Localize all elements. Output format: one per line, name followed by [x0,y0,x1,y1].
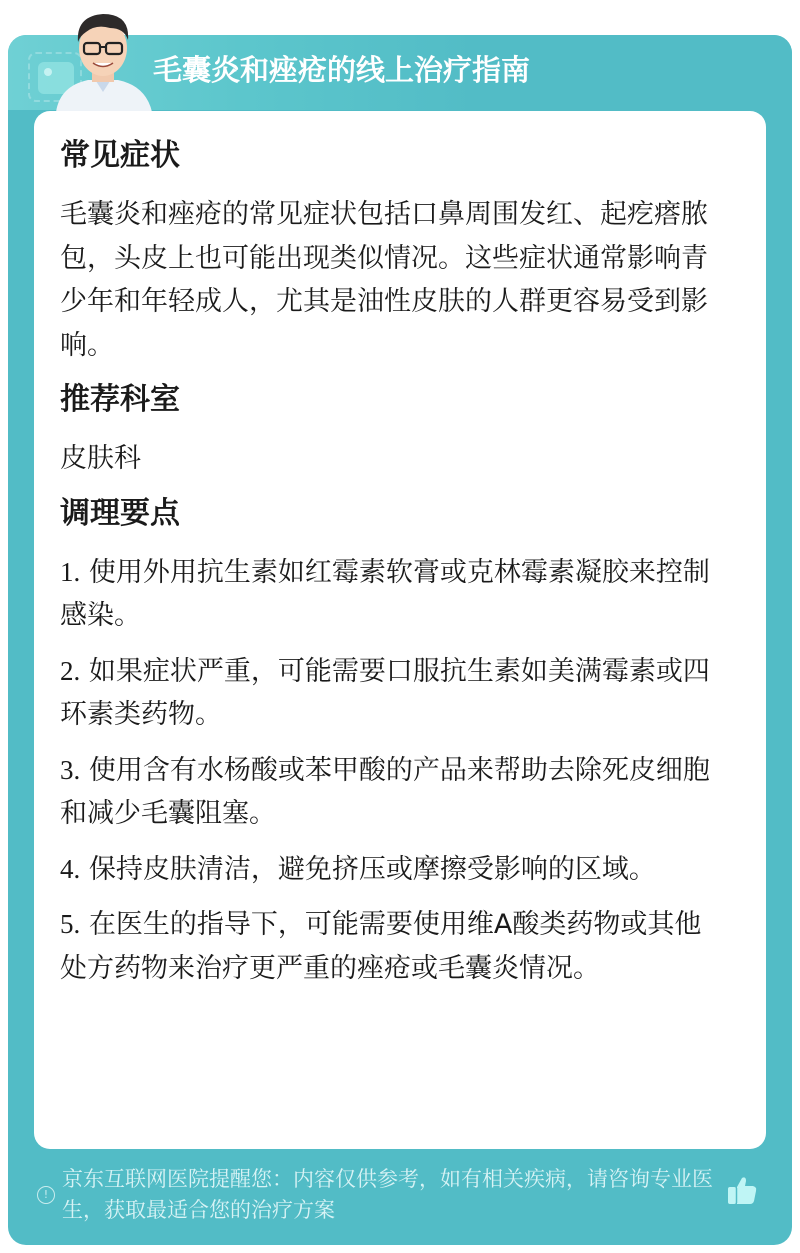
department-text: 皮肤科 [60,443,141,474]
section-heading-care: 调理要点 [60,495,180,531]
info-icon: ! [37,1186,55,1204]
list-item: 1. 使用外用抗生素如红霉素软膏或克林霉素凝胶来控制感染。 [60,556,710,631]
disclaimer-text: 京东互联网医院提醒您：内容仅供参考，如有相关疾病，请咨询专业医生，获取最适合您的治疗方案 [62,1167,713,1222]
list-item: 5. 在医生的指导下，可能需要使用维A酸类药物或其他处方药物来治疗更严重的痤疮或毛囊炎情况。 [60,909,702,984]
list-item: 4. 保持皮肤清洁，避免挤压或摩擦受影响的区域。 [60,853,656,885]
page-title: 毛囊炎和痤疮的线上治疗指南 [153,53,531,87]
thumbs-up-icon[interactable] [726,1174,758,1206]
section-heading-department: 推荐科室 [60,382,180,417]
list-item: 3. 使用含有水杨酸或苯甲酸的产品来帮助去除死皮细胞和减少毛囊阻塞。 [60,754,710,829]
symptoms-text: 毛囊炎和痤疮的常见症状包括口鼻周围发红、起疙瘩脓包，头皮上也可能出现类似情况。这些症状通常影响青少年和年轻成人，尤其是油性皮肤的人群更容易受到影响。 [60,199,708,361]
doctor-avatar [48,6,158,112]
content-panel [34,111,766,1149]
section-heading-symptoms: 常见症状 [60,138,180,173]
care-list [60,551,725,991]
list-item: 2. 如果症状严重，可能需要口服抗生素如美满霉素或四环素类药物。 [60,655,710,730]
